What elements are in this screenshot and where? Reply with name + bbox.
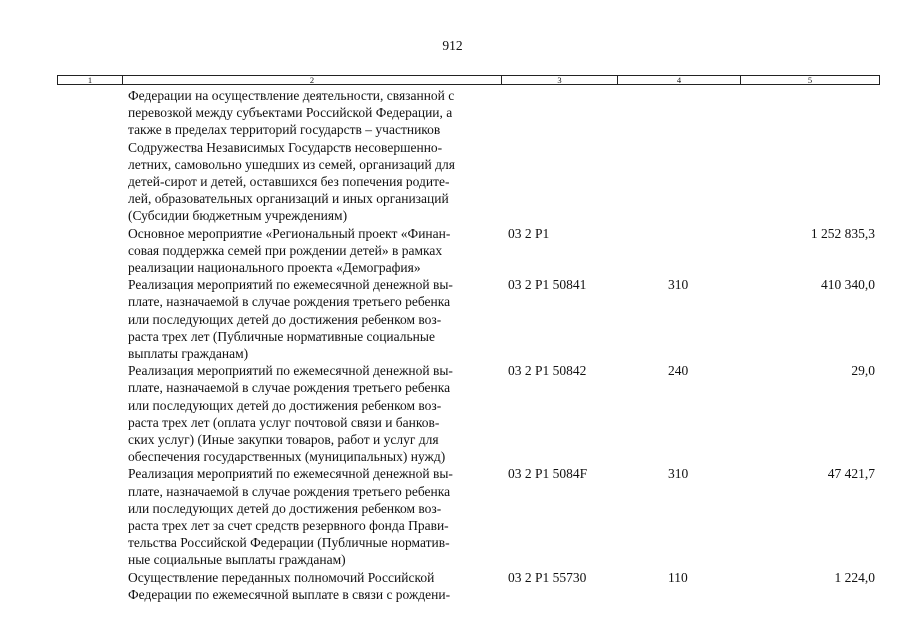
table-row (0, 276, 905, 362)
table-row (0, 569, 905, 603)
row-description: Основное мероприятие «Региональный проект «Финан- совая поддержка семей при рождении детей» в рамках реализации национального проекта «Демография» (128, 225, 451, 276)
table-row (0, 465, 905, 568)
table-row (0, 362, 905, 465)
row-type: 110 (668, 569, 688, 585)
row-amount: 1 252 835,3 (810, 225, 875, 241)
header-col-1: 1 (58, 76, 123, 84)
row-description: Осуществление переданных полномочий Российской Федерации по ежемесячной выплате в связи с рождени- (128, 569, 451, 602)
row-type: 310 (668, 466, 689, 482)
row-code: 03 2 P1 5084F (508, 466, 588, 482)
table-body (0, 87, 905, 603)
row-description: Федерации на осуществление деятельности, связанной с перевозкой между субъектами Российской Федерации, а также в пределах территорий государств – участников Содружества Независимых Государств несовершенно- летних, самовольно ушедших из семей, организаций для детей-сирот и детей, оставшихся без попечения родите- лей, образовательных организаций и иных организаций (Субсидии бюджетным учреждениям) (128, 88, 455, 224)
row-code: 03 2 P1 50841 (508, 277, 587, 293)
row-amount: 29,0 (851, 363, 875, 379)
row-code: 03 2 P1 (508, 225, 550, 241)
row-description: Реализация мероприятий по ежемесячной денежной вы- плате, назначаемой в случае рождения третьего ребенка или последующих детей до достижения ребенком воз- раста трех лет (Публичные нормативные социальные выплаты гражданам) (128, 277, 453, 362)
row-amount: 410 340,0 (821, 277, 875, 293)
row-type: 240 (668, 363, 689, 379)
row-description: Реализация мероприятий по ежемесячной денежной вы- плате, назначаемой в случае рождения третьего ребенка или последующих детей до достижения ребенком воз- раста трех лет за счет средств резервного фонда Прави- тельства Российской Федерации (Публичные норматив- ные социальные выплаты гражданам) (128, 466, 453, 568)
table-row (0, 225, 905, 277)
row-description: Реализация мероприятий по ежемесячной денежной вы- плате, назначаемой в случае рождения третьего ребенка или последующих детей до достижения ребенком воз- раста трех лет (оплата услуг почтовой связи и банков- ских услуг) (Иные закупки товаров, работ и услуг для обеспечения государственных (муниципальных) нужд) (128, 363, 453, 465)
row-amount: 47 421,7 (827, 466, 875, 482)
row-type: 310 (668, 277, 689, 293)
page-number: 912 (442, 38, 463, 53)
row-amount: 1 224,0 (834, 569, 875, 585)
header-col-3: 3 (502, 76, 618, 84)
header-col-2: 2 (123, 76, 502, 84)
table-row (0, 87, 905, 225)
header-col-5: 5 (807, 75, 813, 85)
header-col-4: 4 (618, 76, 741, 84)
row-code: 03 2 P1 50842 (508, 363, 587, 379)
row-code: 03 2 P1 55730 (508, 569, 587, 585)
table-header (57, 75, 880, 85)
